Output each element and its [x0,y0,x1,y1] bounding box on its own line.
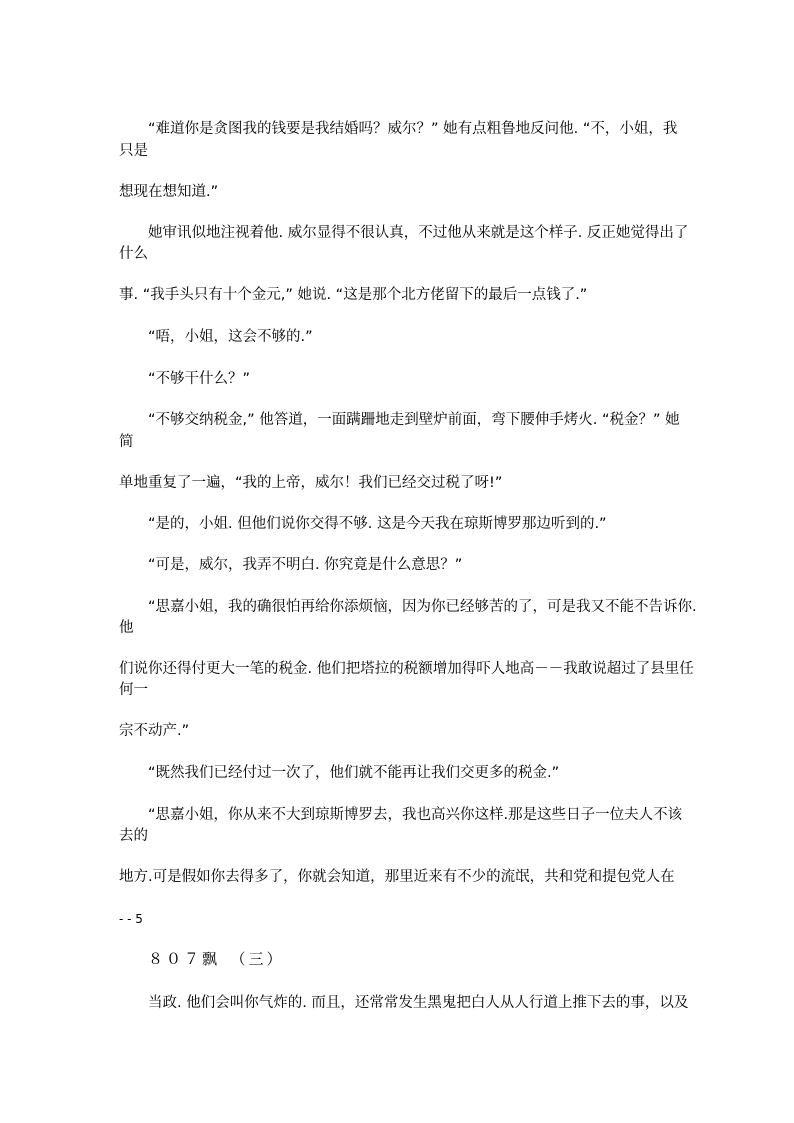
text-line: 想现在想知道.” [119,184,219,200]
text-line: “既然我们已经付过一次了，他们就不能再让我们交更多的税金.” [148,765,560,781]
text-line: 只是 [119,143,148,159]
text-line: 地方.可是假如你去得多了，你就会知道，那里近来有不少的流氓，共和党和提包党人在 [119,869,675,885]
page-number: - - 5 [119,912,143,926]
text-line: “唔，小姐，这会不够的.” [148,329,313,345]
text-line: 宗不动产.” [119,723,190,739]
text-line: 何一 [119,682,148,698]
text-line: “不够干什么？” [148,371,251,387]
text-line: 去的 [119,828,148,844]
text-line: 她审讯似地注视着他. 威尔显得不很认真，不过他从来就是这个样子. 反正她觉得出了 [148,225,689,241]
text-line: 当政. 他们会叫你气炸的. 而且，还常常发生黑鬼把白人从人行道上推下去的事，以及 [148,995,689,1011]
text-line: 什么 [119,246,148,262]
text-line: 事. “我手头只有十个金元,” 她说. “这是那个北方佬留下的最后一点钱了.” [119,287,588,303]
text-line: “是的，小姐. 但他们说你交得不够. 这是今天我在琼斯博罗那边听到的.” [148,516,607,532]
text-line: “难道你是贪图我的钱要是我结婚吗？威尔？” 她有点粗鲁地反问他. “不，小姐，我 [148,121,678,137]
text-line: 他 [119,620,134,636]
text-line: “可是，威尔，我弄不明白. 你究竟是什么意思？” [148,557,463,573]
text-line: “不够交纳税金,” 他答道，一面蹒跚地走到壁炉前面，弯下腰伸手烤火. “税金？” 她 [148,412,680,428]
text-line: “思嘉小姐，我的确很怕再给你添烦恼，因为你已经够苦的了，可是我又不能不告诉你. [148,599,697,615]
text-line: 单地重复了一遍，“我的上帝，威尔！我们已经交过税了呀!” [119,475,503,491]
text-line: “思嘉小姐，你从来不大到琼斯博罗去，我也高兴你这样.那是这些日子一位夫人不该 [148,807,683,823]
text-line: 们说你还得付更大一笔的税金. 他们把塔拉的税额增加得吓人地高－－我敢说超过了县里任 [119,661,694,677]
text-line: 简 [119,434,134,450]
page-header: ８０７飘 （三） [148,950,285,968]
